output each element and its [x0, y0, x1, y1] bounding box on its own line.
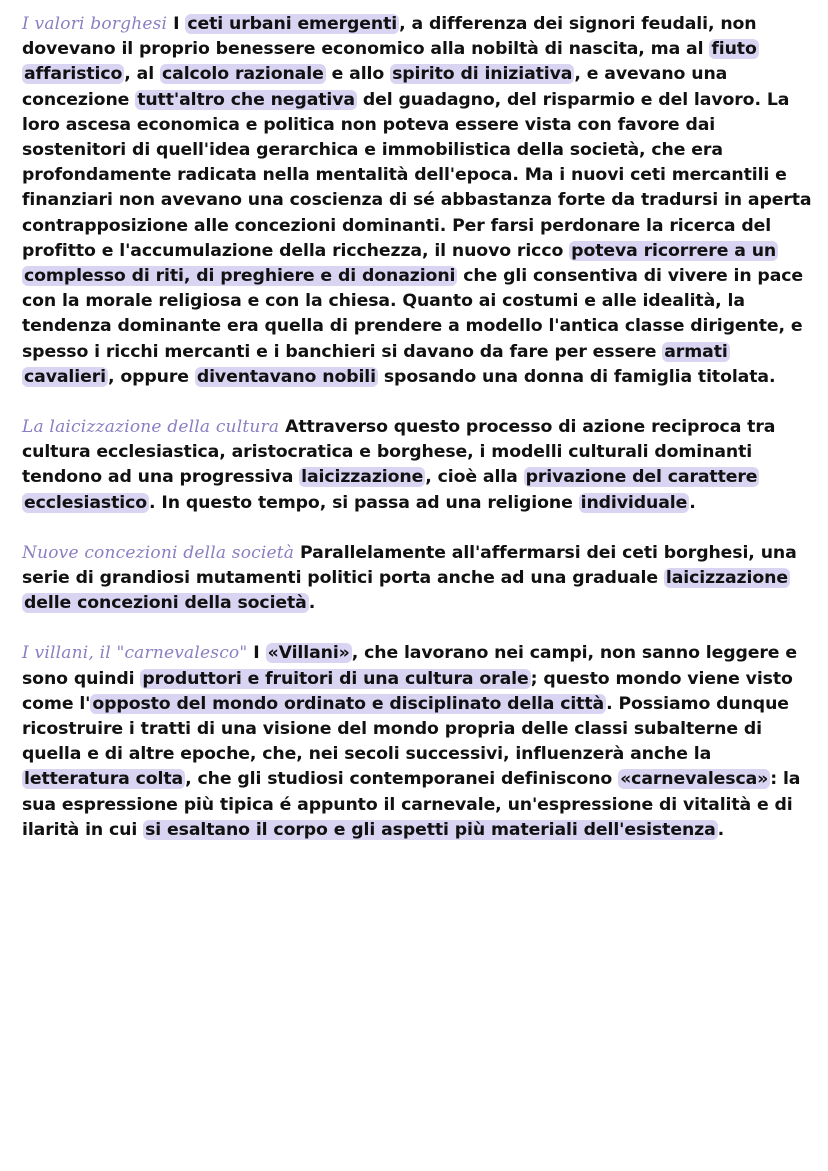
- section-villani-carnevalesco: [22, 641, 812, 843]
- body-text: , e avevano una concezione: [22, 64, 728, 110]
- body-text: .: [689, 492, 696, 513]
- highlighted-text: si esaltano il corpo e gli aspetti più materiali dell'esistenza: [145, 819, 716, 840]
- body-text: ; questo mondo viene visto come l': [22, 668, 793, 714]
- highlighted-text: individuale: [580, 492, 688, 513]
- body-text: , cioè alla: [425, 467, 524, 488]
- body-text: .: [717, 819, 725, 840]
- body-text: , che gli studiosi contemporanei definiscono: [185, 769, 619, 790]
- body-text: I: [247, 643, 266, 664]
- body-text: sposando una donna di famiglia titolata.: [377, 366, 776, 387]
- highlighted-text: armati cavalieri: [24, 341, 728, 387]
- section-nuove-concezioni: [22, 541, 812, 617]
- body-text: Attraverso questo processo di azione reciproca tra cultura ecclesiastica, aristocratica e borghese, i modelli culturali dominanti tendono ad una progressiva: [22, 417, 776, 488]
- highlighted-text: diventavano nobili: [196, 366, 376, 387]
- highlighted-text: «Villani»: [267, 643, 350, 664]
- body-text: , a differenza dei signori feudali, non dovevano il proprio benessere economico alla nobiltà di nascita, ma al: [22, 14, 757, 60]
- highlighted-text: fiuto affaristico: [24, 39, 757, 85]
- highlighted-text: ceti urbani emergenti: [187, 14, 398, 34]
- section-heading: Nuove concezioni della società: [22, 542, 295, 563]
- body-text: del guadagno, del risparmio e del lavoro. La loro ascesa economica e politica non poteva essere vista con favore dai sostenitori di quell'idea gerarchica e immobilistica della società, che era profondamente radicata nella mentalità dell'epoca. Ma i nuovi ceti mercantili e finanziari non avevano una coscienza di sé abbastanza forte da tradursi in aperta contrapposizione alle concezioni dominanti. Per farsi perdonare la ricerca del profitto e l'accumulazione della ricchezza, il nuovo ricco: [22, 89, 812, 261]
- section-heading: I villani, il "carnevalesco": [22, 643, 248, 664]
- notes-page: [22, 12, 812, 868]
- highlighted-text: «carnevalesca»: [620, 769, 769, 790]
- highlighted-text: opposto del mondo ordinato e disciplinato della città: [92, 693, 605, 714]
- section-heading: La laicizzazione della cultura: [22, 417, 280, 438]
- highlighted-text: tutt'altro che negativa: [137, 89, 355, 110]
- body-text: : la sua espressione più tipica é appunto il carnevale, un'espressione di vitalità e di ilarità in cui: [22, 769, 801, 840]
- body-text: I: [167, 14, 186, 34]
- highlighted-text: calcolo razionale: [161, 64, 324, 85]
- body-text: , che lavorano nei campi, non sanno leggere e sono quindi: [22, 643, 797, 689]
- body-text: Parallelamente all'affermarsi dei ceti borghesi, una serie di grandiosi mutamenti politici porta anche ad una graduale: [22, 542, 797, 589]
- highlighted-text: poteva ricorrere a un complesso di riti, di preghiere e di donazioni: [24, 240, 777, 287]
- section-heading: I valori borghesi: [22, 14, 168, 34]
- highlighted-text: produttori e fruitori di una cultura orale: [142, 668, 529, 689]
- section-laicizzazione-cultura: [22, 415, 812, 516]
- highlighted-text: laicizzazione: [301, 467, 424, 488]
- body-text: che gli consentiva di vivere in pace con la morale religiosa e con la chiesa. Quanto ai costumi e alle idealità, la tendenza dominante era quella di prendere a modello l'antica classe dirigente, e spesso i ricchi mercanti e i banchieri si davano da fare per essere: [22, 266, 804, 362]
- body-text: .: [308, 593, 316, 614]
- highlighted-text: laicizzazione delle concezioni della società: [24, 568, 788, 614]
- body-text: . In questo tempo, si passa ad una religione: [149, 492, 579, 513]
- body-text: e allo: [325, 64, 391, 85]
- section-body: [22, 643, 800, 839]
- section-valori-borghesi: [22, 12, 812, 390]
- body-text: , oppure: [107, 366, 195, 387]
- highlighted-text: privazione del carattere ecclesiastico: [24, 467, 758, 513]
- body-text: . Possiamo dunque ricostruire i tratti di una visione del mondo propria delle classi subalterne di quella e di altre epoche, che, nei secoli successivi, influenzerà anche la: [22, 693, 789, 765]
- highlighted-text: spirito di iniziativa: [392, 64, 573, 85]
- body-text: , al: [124, 64, 160, 85]
- section-body: [22, 14, 812, 387]
- highlighted-text: letteratura colta: [24, 769, 184, 790]
